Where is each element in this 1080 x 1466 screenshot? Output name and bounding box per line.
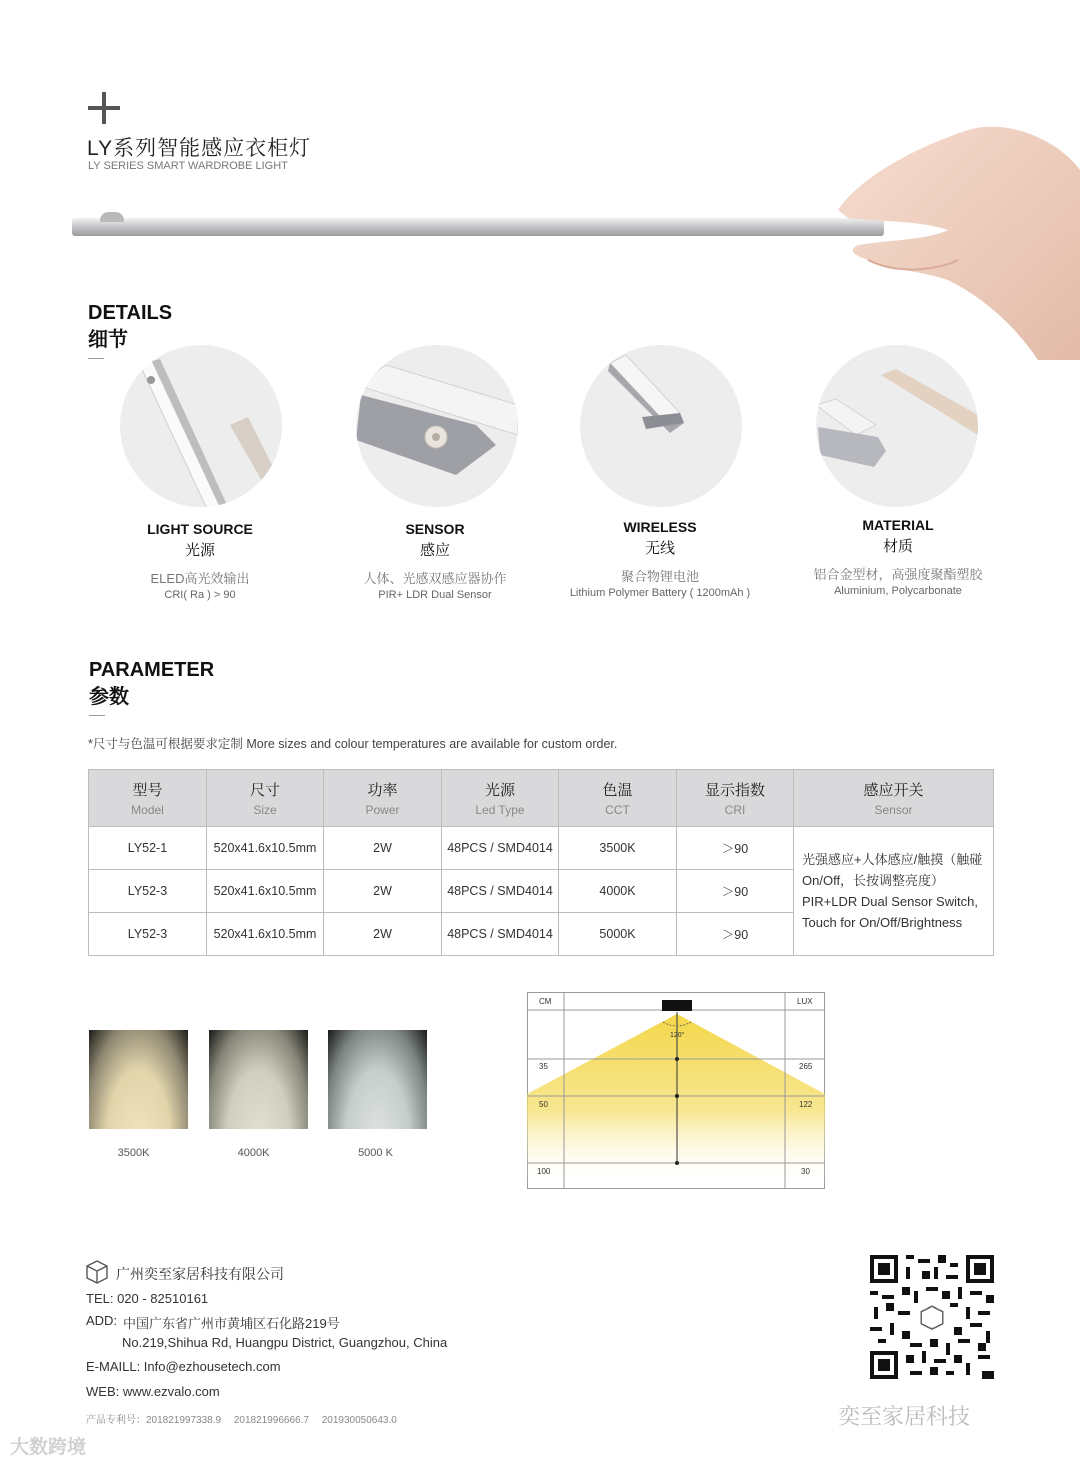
sensor-photo <box>356 345 518 507</box>
table-row <box>89 827 994 870</box>
header-cri: 显示指数 CRI <box>677 770 794 827</box>
cell-cri: ＞90 <box>677 913 794 956</box>
page-subtitle: LY SERIES SMART WARDROBE LIGHT <box>88 160 288 172</box>
cm-value: 35 <box>539 1062 548 1071</box>
company-logo-icon <box>86 1260 108 1284</box>
company-name: 广州奕至家居科技有限公司 <box>116 1266 284 1282</box>
detail-light-source <box>80 521 320 601</box>
cell-cri: ＞90 <box>677 827 794 870</box>
detail-title-cn: 光源 <box>184 542 215 559</box>
header-power: 功率 Power <box>324 770 442 827</box>
cm-value: 50 <box>539 1100 548 1109</box>
light-fixture-icon <box>662 1000 692 1011</box>
detail-title-en: LIGHT SOURCE <box>147 521 253 537</box>
section-divider <box>88 358 104 359</box>
cm-value: 100 <box>537 1167 551 1176</box>
detail-sub: Aluminium, Polycarbonate <box>834 585 962 597</box>
header-size: 尺寸 Size <box>207 770 324 827</box>
cell-power: 2W <box>324 913 442 956</box>
detail-sub: Lithium Polymer Battery ( 1200mAh ) <box>569 587 751 599</box>
swatch-label: 4000K <box>237 1147 270 1159</box>
cell-model: LY52-1 <box>89 827 207 870</box>
sensor-text-cn: 光强感应+人体感应/触摸（触碰On/Off，长按调整亮度） <box>802 852 983 888</box>
swatch-label: 3500K <box>117 1147 150 1159</box>
header-model: 型号 Model <box>89 770 207 827</box>
parameter-title-en: PARAMETER <box>89 659 215 681</box>
details-title-en: DETAILS <box>88 302 173 324</box>
header-sensor: 感应开关 Sensor <box>794 770 994 827</box>
cell-model: LY52-3 <box>89 913 207 956</box>
detail-title-cn: 材质 <box>882 538 913 555</box>
lux-value: 265 <box>799 1062 813 1071</box>
swatch-label: 5000 K <box>358 1147 393 1159</box>
cell-power: 2W <box>324 827 442 870</box>
detail-sub: PIR+ LDR Dual Sensor <box>378 589 492 601</box>
cell-led-type: 48PCS / SMD4014 <box>442 913 559 956</box>
light-source-photo <box>120 345 282 507</box>
parameter-title-cn: 参数 <box>89 686 129 708</box>
wardrobe-light-image <box>72 218 884 236</box>
cell-cct: 4000K <box>559 870 677 913</box>
cell-size: 520x41.6x10.5mm <box>207 827 324 870</box>
lamp-sensor-image <box>100 212 124 222</box>
cell-size: 520x41.6x10.5mm <box>207 913 324 956</box>
swatch-4000k <box>209 1030 308 1129</box>
detail-desc: 人体、光感双感应器协作 <box>363 571 507 586</box>
custom-order-note: *尺寸与色温可根据要求定制 More sizes and colour temperatures are available for custom order. <box>88 737 618 751</box>
beam-angle-diagram <box>527 992 825 1189</box>
lux-value: 30 <box>801 1167 810 1176</box>
header-led-type: 光源 Led Type <box>442 770 559 827</box>
swatch-5000k <box>328 1030 427 1129</box>
beam-angle-label: 120° <box>670 1032 685 1039</box>
detail-wireless <box>540 519 780 599</box>
cell-cri: ＞90 <box>677 870 794 913</box>
company-address-en: No.219,Shihua Rd, Huangpu District, Guangzhou, China <box>122 1335 448 1350</box>
details-title-cn: 细节 <box>88 329 128 351</box>
cell-sensor <box>794 827 994 956</box>
company-address-cn: 中国广东省广州市黄埔区石化路219号 <box>123 1316 340 1331</box>
cell-led-type: 48PCS / SMD4014 <box>442 827 559 870</box>
table-header-row <box>89 770 994 827</box>
patent-numbers: 产品专利号：201821997338.9 201821996666.7 201930050643.0 <box>86 1415 397 1426</box>
detail-desc: 铝合金型材，高强度聚酯塑胶 <box>813 567 983 582</box>
company-tel: TEL: 020 - 82510161 <box>86 1291 209 1306</box>
wechat-account: 奕至家居科技 <box>838 1404 971 1429</box>
cell-size: 520x41.6x10.5mm <box>207 870 324 913</box>
cm-label: CM <box>539 997 552 1006</box>
detail-desc: ELED高光效输出 <box>150 571 250 586</box>
header-cct: 色温 CCT <box>559 770 677 827</box>
detail-title-cn: 无线 <box>644 540 675 557</box>
detail-title-en: SENSOR <box>405 521 465 537</box>
section-divider <box>89 715 105 716</box>
page-title: LY系列智能感应衣柜灯 <box>87 137 312 160</box>
lux-label: LUX <box>797 997 813 1006</box>
company-website[interactable]: WEB: www.ezvalo.com <box>86 1384 220 1399</box>
cell-power: 2W <box>324 870 442 913</box>
parameter-table <box>88 769 994 956</box>
company-email[interactable]: E-MAILL: Info@ezhousetech.com <box>86 1359 281 1374</box>
cell-cct: 5000K <box>559 913 677 956</box>
material-photo <box>816 345 978 507</box>
hand-image <box>828 110 1080 360</box>
cell-model: LY52-3 <box>89 870 207 913</box>
watermark: 大数跨境 <box>10 1437 87 1458</box>
wireless-photo <box>580 345 742 507</box>
sensor-text-en: PIR+LDR Dual Sensor Switch, Touch for On/Off/Brightness <box>802 894 978 930</box>
swatch-3500k <box>89 1030 188 1129</box>
detail-material <box>778 517 1018 597</box>
detail-sensor <box>315 521 555 601</box>
cell-led-type: 48PCS / SMD4014 <box>442 870 559 913</box>
detail-title-en: WIRELESS <box>623 519 697 535</box>
detail-title-cn: 感应 <box>419 542 450 559</box>
lux-value: 122 <box>799 1100 813 1109</box>
company-address-label: ADD: <box>86 1313 118 1328</box>
detail-desc: 聚合物锂电池 <box>620 569 699 584</box>
cell-cct: 3500K <box>559 827 677 870</box>
detail-sub: CRI( Ra ) > 90 <box>164 589 236 601</box>
detail-title-en: MATERIAL <box>862 517 934 533</box>
plus-icon <box>88 92 122 126</box>
qr-code <box>870 1255 994 1379</box>
